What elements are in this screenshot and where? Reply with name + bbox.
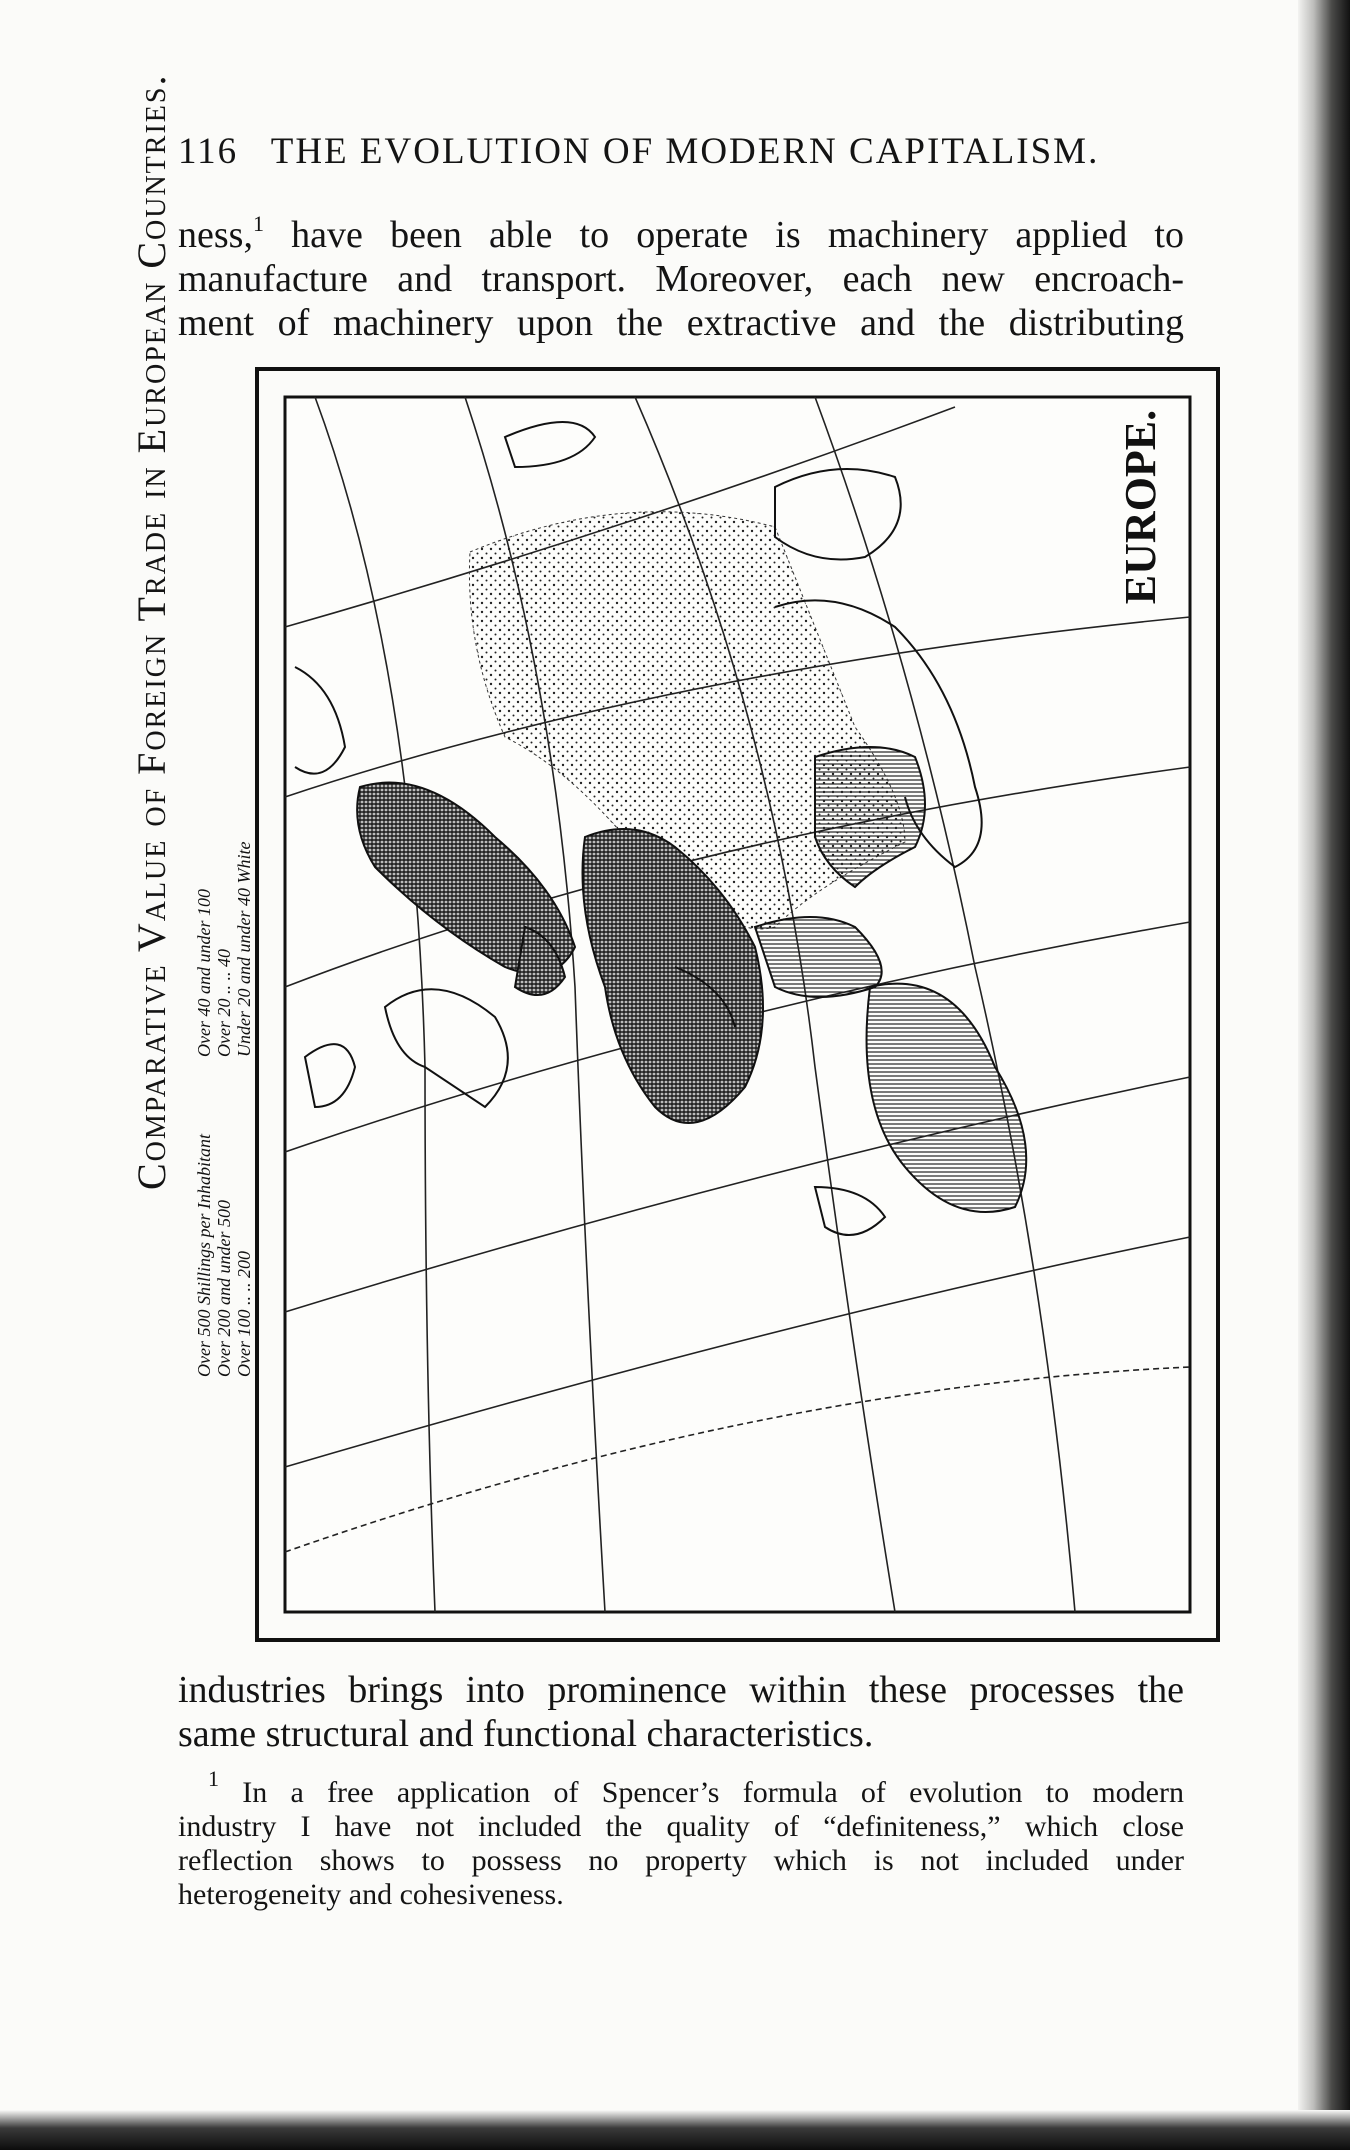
running-title: THE EVOLUTION OF MODERN CAPITALISM. [270,131,1100,172]
paragraph-top [178,213,1184,345]
legend-item: Over 20 .. .. 40 [214,949,234,1057]
text-line: ment of machinery upon the extractive and the distributing [178,302,1184,344]
text-line: same structural and functional characteristics. [178,1713,874,1755]
europe-trade-map [194,367,1220,1642]
footnote-marker: 1 [208,1766,219,1791]
book-spine-shadow [1298,0,1350,2150]
map-side-title: Comparative Value of Foreign Trade in European Countries. [129,73,174,1190]
text-line: manufacture and transport. Moreover, each new encroach- [178,258,1184,300]
text-line: industries brings into prominence within these processes the [178,1669,1184,1711]
footnote-line: industry I have not included the quality of “definiteness,” which close [178,1810,1184,1843]
legend-item: Over 200 and under 500 [214,1200,234,1377]
legend-item: Over 500 Shillings per Inhabitant [194,1134,214,1377]
text-line: ness,$^1$ have been able to operate is machinery applied to [178,211,1184,256]
footnote-line: heterogeneity and cohesiveness. [178,1878,564,1911]
footnote [178,1766,1184,1912]
page-bottom-edge [0,2110,1350,2150]
running-header [178,130,1118,173]
legend-item: Under 20 and under 40 White [234,841,254,1057]
footnote-reference: 1 [252,211,264,236]
footnote-line: reflection shows to possess no property which is not included under [178,1844,1184,1877]
page-number: 116 [178,131,239,172]
map-svg [194,367,1220,1642]
map-legend [194,842,254,1377]
legend-item: Over 100 .. .. 200 [234,1251,254,1377]
footnote-line: $^1$ In a free application of Spencer’s formula of evolution to modern [208,1766,1184,1809]
paragraph-bottom [178,1668,1184,1756]
map-title-europe: EUROPE. [1116,409,1165,605]
legend-item: Over 40 and under 100 [194,889,214,1057]
